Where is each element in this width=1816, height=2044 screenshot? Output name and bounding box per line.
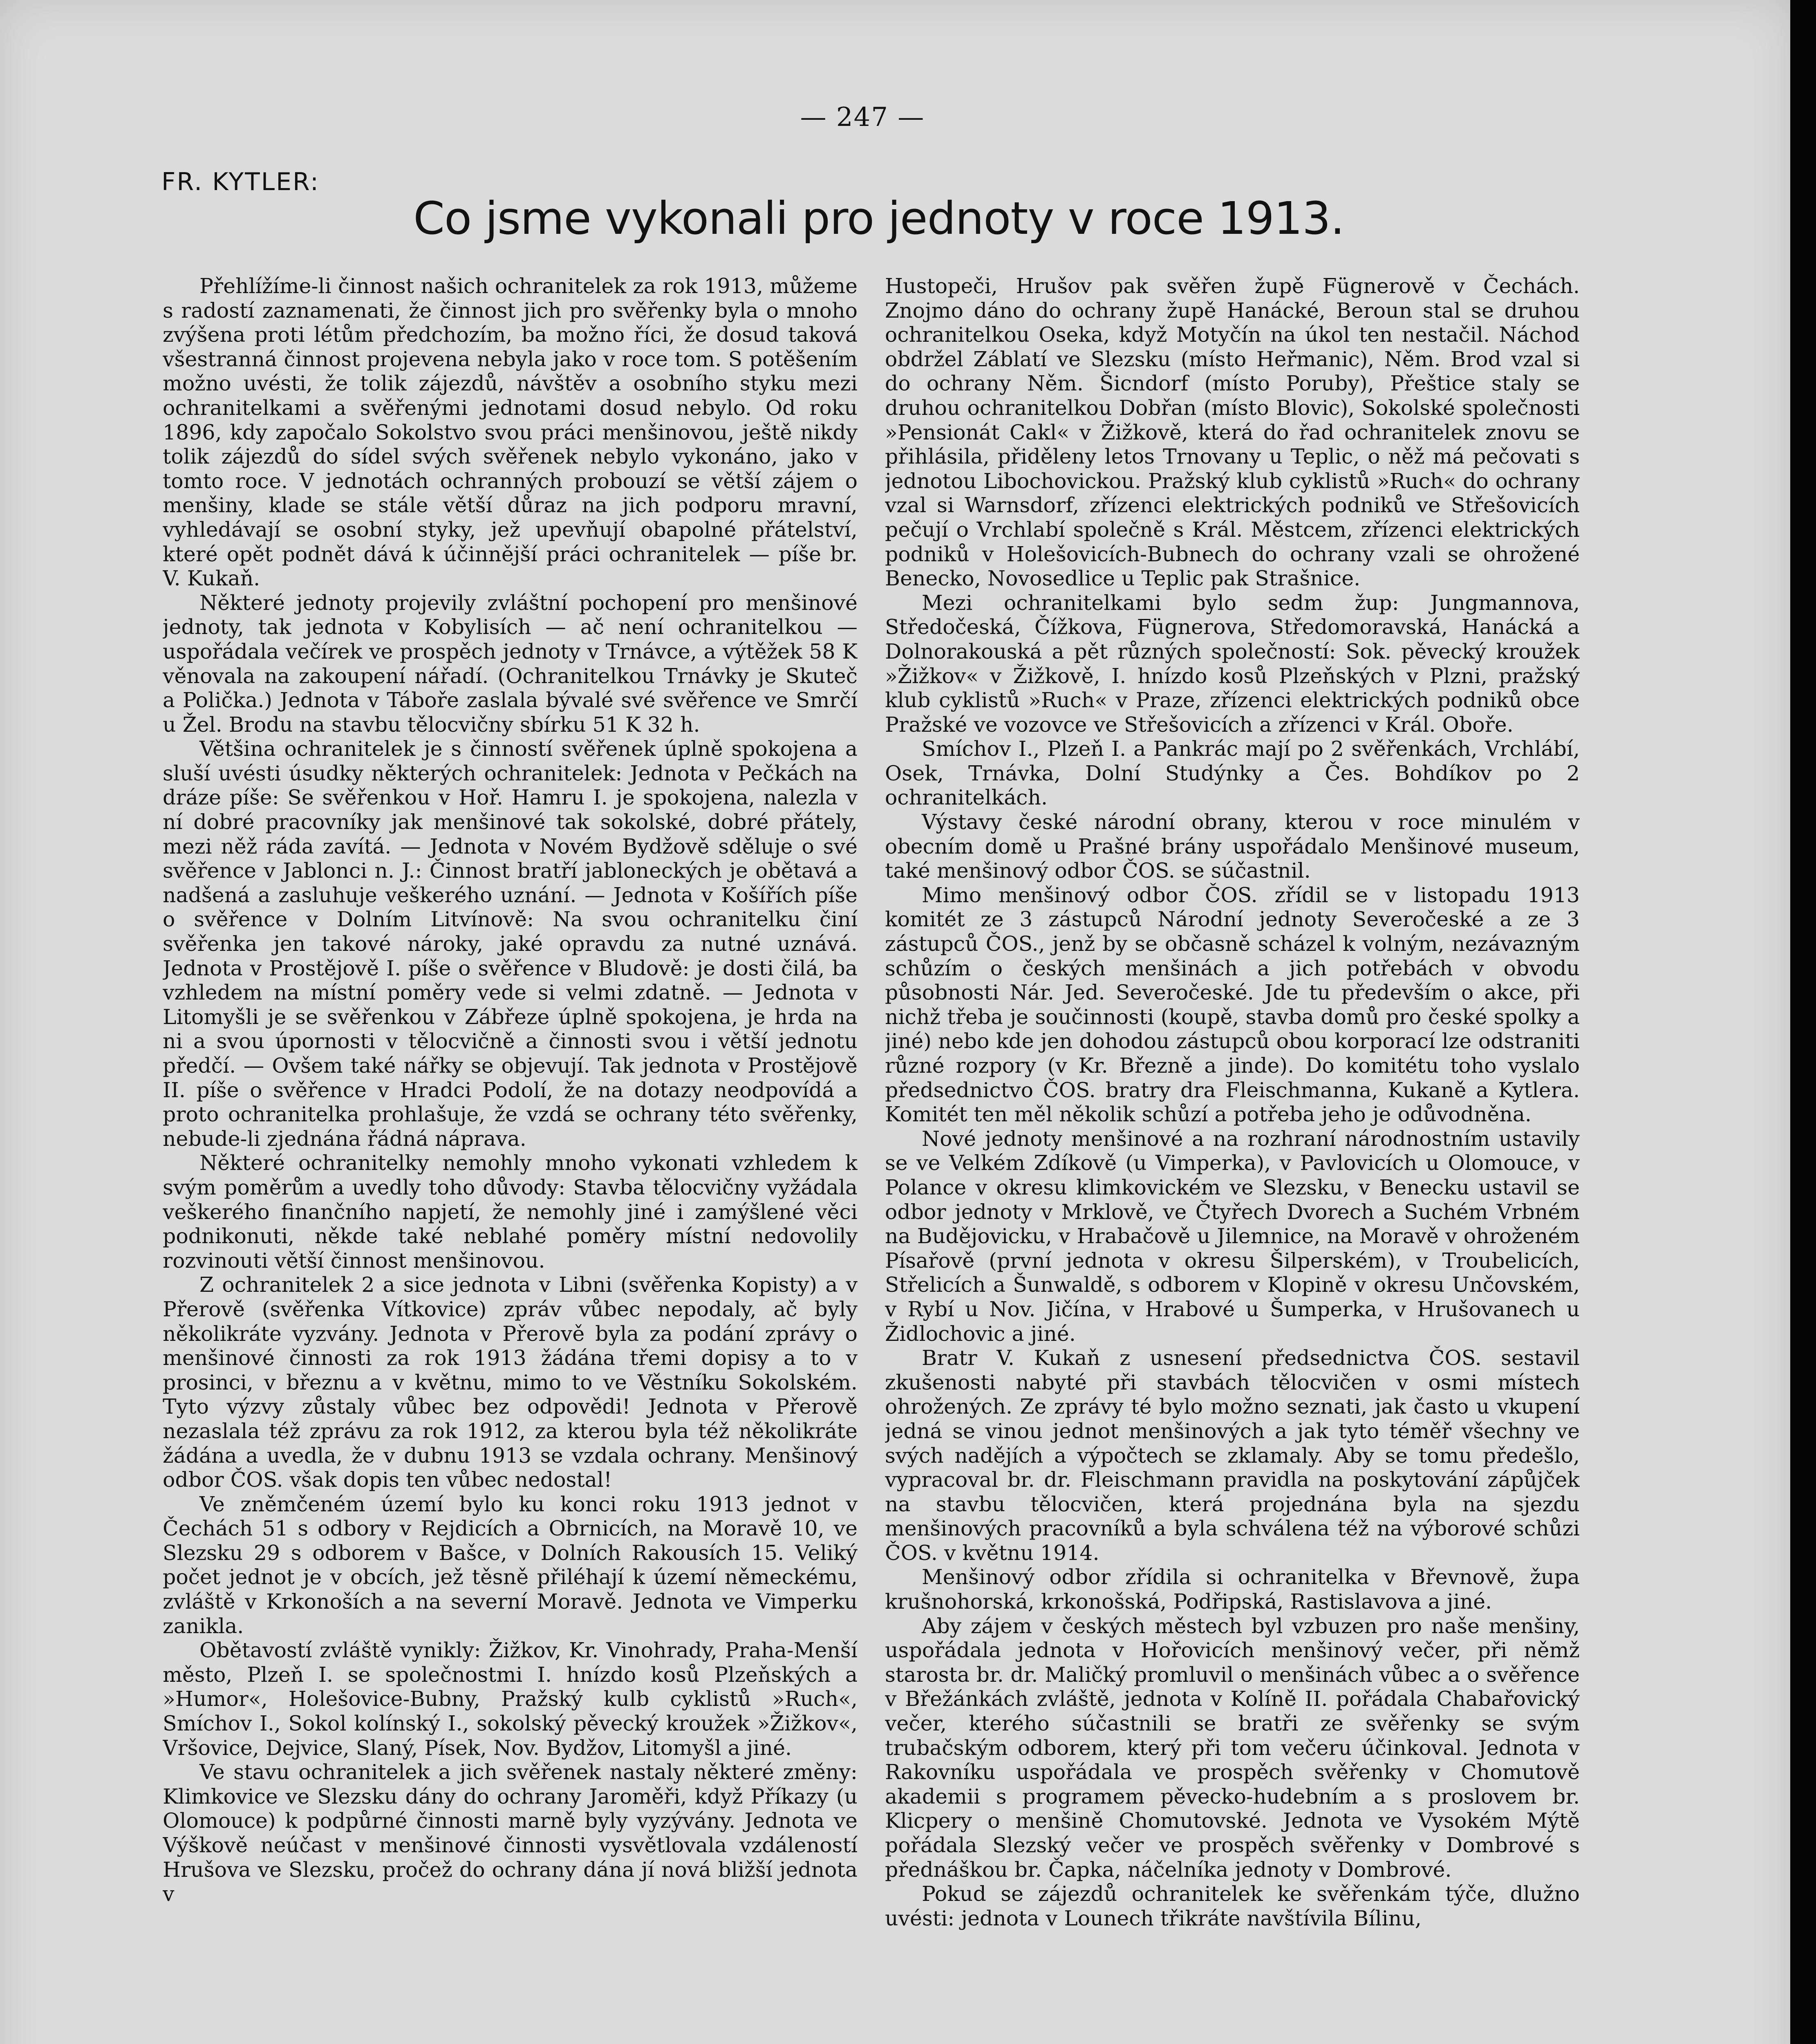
- page-number: — 247 —: [800, 102, 925, 132]
- right-column: [885, 274, 1580, 2044]
- paragraph: Ve stavu ochranitelek a jich svěřenek nastaly některé změny: Klimkovice ve Slezsku dány do ochrany Jaroměři, když Příkazy (u Olomouce) k podpůrné činnosti marně byly vyzývány. Jednota ve Výškově neúčast v menšinové činnosti vysvětlovala vzdáleností Hrušova ve Slezsku, pročež do ochrany dána jí nová bližší jednota v: [163, 1760, 858, 1906]
- paragraph: Přehlížíme-li činnost našich ochranitelek za rok 1913, můžeme s radostí zaznamenati, že činnost jich pro svěřenky byla o mnoho zvýšena proti létům předchozím, ba možno říci, že dosud taková všestranná činnost projevena nebyla jako v roce tom. S potěšením možno uvésti, že tolik zájezdů, návštěv a osobního styku mezi ochranitelkami a svěřenými jednotami dosud nebylo. Od roku 1896, kdy započalo Sokolstvo svou práci menšinovou, ještě nikdy tolik zájezdů do sídel svých svěřenek nebylo vykonáno, jako v tomto roce. V jednotách ochranných probouzí se větší zájem o menšiny, klade se stále větší důraz na jich podporu mravní, vyhledávají se osobní styky, jež upevňují obapolné přátelství, které opět podnět dává k účinnější práci ochranitelek — píše br. V. Kukaň.: [163, 274, 858, 591]
- paragraph: Pokud se zájezdů ochranitelek ke svěřenkám týče, dlužno uvésti: jednota v Lounech třikráte navštívila Bílinu,: [885, 1882, 1580, 1930]
- paragraph: Hustopeči, Hrušov pak svěřen župě Fügnerově v Čechách. Znojmo dáno do ochrany župě Hanácké, Beroun stal se druhou ochranitelkou Oseka, když Motyčín na úkol ten nestačil. Náchod obdržel Záblatí ve Slezsku (místo Heřmanic), Něm. Brod vzal si do ochrany Něm. Šicndorf (místo Poruby), Přeštice staly se druhou ochranitelkou Dobřan (místo Blovic), Sokolské společnosti »Pensionát Cakl« v Žižkově, která do řad ochranitelek znovu se přihlásila, přiděleny letos Trnovany u Teplic, o něž má pečovati s jednotou Libochovickou. Pražský klub cyklistů »Ruch« do ochrany vzal si Warnsdorf, zřízenci elektrických podniků ve Střešovicích pečují o Vrchlabí společně s Král. Městcem, zřízenci elektrických podniků v Holešovicích-Bubnech do ochrany vzali se ohrožené Benecko, Novosedlice u Teplic pak Strašnice.: [885, 274, 1580, 591]
- article-title: Co jsme vykonali pro jednoty v roce 1913.: [413, 192, 1344, 244]
- paragraph: Některé ochranitelky nemohly mnoho vykonati vzhledem k svým poměrům a uvedly toho důvody: Stavba tělocvičny vyžádala veškerého finančního napjetí, že nemohly jiné i zamýšlené věci podnikonuti, někde také neblahé poměry místní nedovolily rozvinouti větší činnost menšinovou.: [163, 1151, 858, 1273]
- paragraph: Menšinový odbor zřídila si ochranitelka v Břevnově, župa krušnohorská, krkonošská, Podřipská, Rastislavova a jiné.: [885, 1565, 1580, 1614]
- paragraph: Výstavy české národní obrany, kterou v roce minulém v obecním domě u Prašné brány uspořádalo Menšinové museum, také menšinový odbor ČOS. se súčastnil.: [885, 810, 1580, 883]
- scan-border: [1790, 0, 1816, 2044]
- paragraph: Některé jednoty projevily zvláštní pochopení pro menšinové jednoty, tak jednota v Kobylisích — ač není ochranitelkou — uspořádala večírek ve prospěch jednoty v Trnávce, a výtěžek 58 K věnovala na zakoupení nářadí. (Ochranitelkou Trnávky je Skuteč a Polička.) Jednota v Táboře zaslala bývalé své svěřence ve Smrčí u Žel. Brodu na stavbu tělocvičny sbírku 51 K 32 h.: [163, 590, 858, 737]
- paragraph: Mimo menšinový odbor ČOS. zřídil se v listopadu 1913 komitét ze 3 zástupců Národní jednoty Severočeské a ze 3 zástupců ČOS., jenž by se občasně scházel k volným, nezávazným schůzím o českých menšinách a jich potřebách v obvodu působnosti Nár. Jed. Severočeské. Jde tu především o akce, při nichž třeba je součinnosti (koupě, stavba domů pro české spolky a jiné) nebo kde jen dohodou zástupců obou korporací lze odstraniti různé rozpory (v Kr. Březně a jinde). Do komitétu toho vyslalo předsednictvo ČOS. bratry dra Fleischmanna, Kukaně a Kytlera. Komitét ten měl několik schůzí a potřeba jeho je odůvodněna.: [885, 883, 1580, 1127]
- paragraph: Aby zájem v českých městech byl vzbuzen pro naše menšiny, uspořádala jednota v Hořovicích menšinový večer, při němž starosta br. dr. Maličký promluvil o menšinách vůbec a o svěřence v Břežánkách zvláště, jednota v Kolíně II. pořádala Chabařovický večer, kterého súčastnili se bratři ze svěřenky se svým trubačským odborem, který při tom večeru účinkoval. Jednota v Rakovníku uspořádala ve prospěch svěřenky v Chomutově akademii s programem pěvecko-hudebním a s proslovem br. Klicpery o menšině Chomutovské. Jednota ve Vysokém Mýtě pořádala Slezský večer ve prospěch svěřenky v Dombrové s přednáškou br. Čapka, náčelníka jednoty v Dombrové.: [885, 1614, 1580, 1882]
- paragraph: Obětavostí zvláště vynikly: Žižkov, Kr. Vinohrady, Praha-Menší město, Plzeň I. se společnostmi I. hnízdo kosů Plzeňských a »Humor«, Holešovice-Bubny, Pražský kulb cyklistů »Ruch«, Smíchov I., Sokol kolínský I., sokolský pěvecký kroužek »Žižkov«, Vršovice, Dejvice, Slaný, Písek, Nov. Bydžov, Litomyšl a jiné.: [163, 1638, 858, 1760]
- paragraph: Bratr V. Kukaň z usnesení předsednictva ČOS. sestavil zkušenosti nabyté při stavbách tělocvičen v osmi místech ohrožených. Ze zprávy té bylo možno seznati, jak často u vkupení jedná se vinou jednot menšinových a jak tyto téměř všechny ve svých nadějích a výpočtech se zklamaly. Aby se tomu předešlo, vypracoval br. dr. Fleischmann pravidla na poskytování zápůjček na stavbu tělocvičen, která projednána byla na sjezdu menšinových pracovníků a byla schválena též na výborové schůzi ČOS. v květnu 1914.: [885, 1346, 1580, 1565]
- paragraph: Nové jednoty menšinové a na rozhraní národnostním ustavily se ve Velkém Zdíkově (u Vimperka), v Pavlovicích u Olomouce, v Polance v okresu klimkovickém ve Slezsku, v Benecku ustavil se odbor jednoty v Mrklově, ve Čtyřech Dvorech a Suchém Vrbném na Budějovicku, v Hrabačově u Jilemnice, na Moravě v ohroženém Písařově (první jednota v okresu Šilperském), v Troubelicích, Střelicích a Šunwaldě, s odborem v Klopině v okresu Unčovském, v Rybí u Nov. Jičína, v Hrabové u Šumperka, v Hrušovanech u Židlochovic a jiné.: [885, 1126, 1580, 1346]
- paragraph: Smíchov I., Plzeň I. a Pankrác mají po 2 svěřenkách, Vrchlábí, Osek, Trnávka, Dolní Studýnky a Čes. Bohdíkov po 2 ochranitelkách.: [885, 737, 1580, 810]
- paragraph: Z ochranitelek 2 a sice jednota v Libni (svěřenka Kopisty) a v Přerově (svěřenka Vítkovice) zpráv vůbec nepodaly, ač byly několikráte vyzvány. Jednota v Přerově byla za podání zprávy o menšinové činnosti za rok 1913 žádána třemi dopisy a to v prosinci, v březnu a v květnu, mimo to ve Věstníku Sokolském. Tyto výzvy zůstaly vůbec bez odpovědi! Jednota v Přerově nezaslala též zprávu za rok 1912, za kterou byla též několikráte žádána a uvedla, že v dubnu 1913 se vzdala ochrany. Menšinový odbor ČOS. však dopis ten vůbec nedostal!: [163, 1273, 858, 1492]
- paragraph: Většina ochranitelek je s činností svěřenek úplně spokojena a sluší uvésti úsudky některých ochranitelek: Jednota v Pečkách na dráze píše: Se svěřenkou v Hoř. Hamru I. je spokojena, nalezla v ní dobré pracovníky jak menšinové tak sokolské, dobré přátely, mezi něž ráda zavítá. — Jednota v Novém Bydžově sděluje o své svěřence v Jablonci n. J.: Činnost bratří jabloneckých je obětavá a nadšená a zasluhuje veškerého uznání. — Jednota v Košířích píše o svěřence v Dolním Litvínově: Na svou ochranitelku činí svěřenka jen takové nároky, jaké opravdu za nutné uznává. Jednota v Prostějově I. píše o svěřence v Bludově: je dosti čilá, ba vzhledem na místní poměry vede si velmi zdatně. — Jednota v Litomyšli je se svěřenkou v Zábřeze úplně spokojena, je hrda na ni a svou úpornosti v tělocvičně a činnosti svou i větší jednotu předčí. — Ovšem také nářky se objevují. Tak jednota v Prostějově II. píše o svěřence v Hradci Podolí, že na dotazy neodpovídá a proto ochranitelka prohlašuje, že vzdá se ochrany této svěřenky, nebude-li zjednána řádná náprava.: [163, 737, 858, 1151]
- paragraph: Ve zněmčeném území bylo ku konci roku 1913 jednot v Čechách 51 s odbory v Rejdicích a Obrnicích, na Moravě 10, ve Slezsku 29 s odborem v Bašce, v Dolních Rakousích 15. Veliký počet jednot je v obcích, jež těsně přiléhají k území německému, zvláště v Krkonoších a na severní Moravě. Jednota ve Vimperku zanikla.: [163, 1492, 858, 1638]
- paragraph: Mezi ochranitelkami bylo sedm žup: Jungmannova, Středočeská, Čížkova, Fügnerova, Středomoravská, Hanácká a Dolnorakouská a pět různých společností: Sok. pěvecký kroužek »Žižkov« v Žižkově, I. hnízdo kosů Plzeňských v Plzni, pražský klub cyklistů »Ruch« v Praze, zřízenci elektrických podniků obce Pražské ve vozovce ve Střešovicích a zřízenci v Král. Oboře.: [885, 590, 1580, 737]
- left-column: [163, 274, 858, 2044]
- author-name: FR. KYTLER:: [161, 168, 320, 196]
